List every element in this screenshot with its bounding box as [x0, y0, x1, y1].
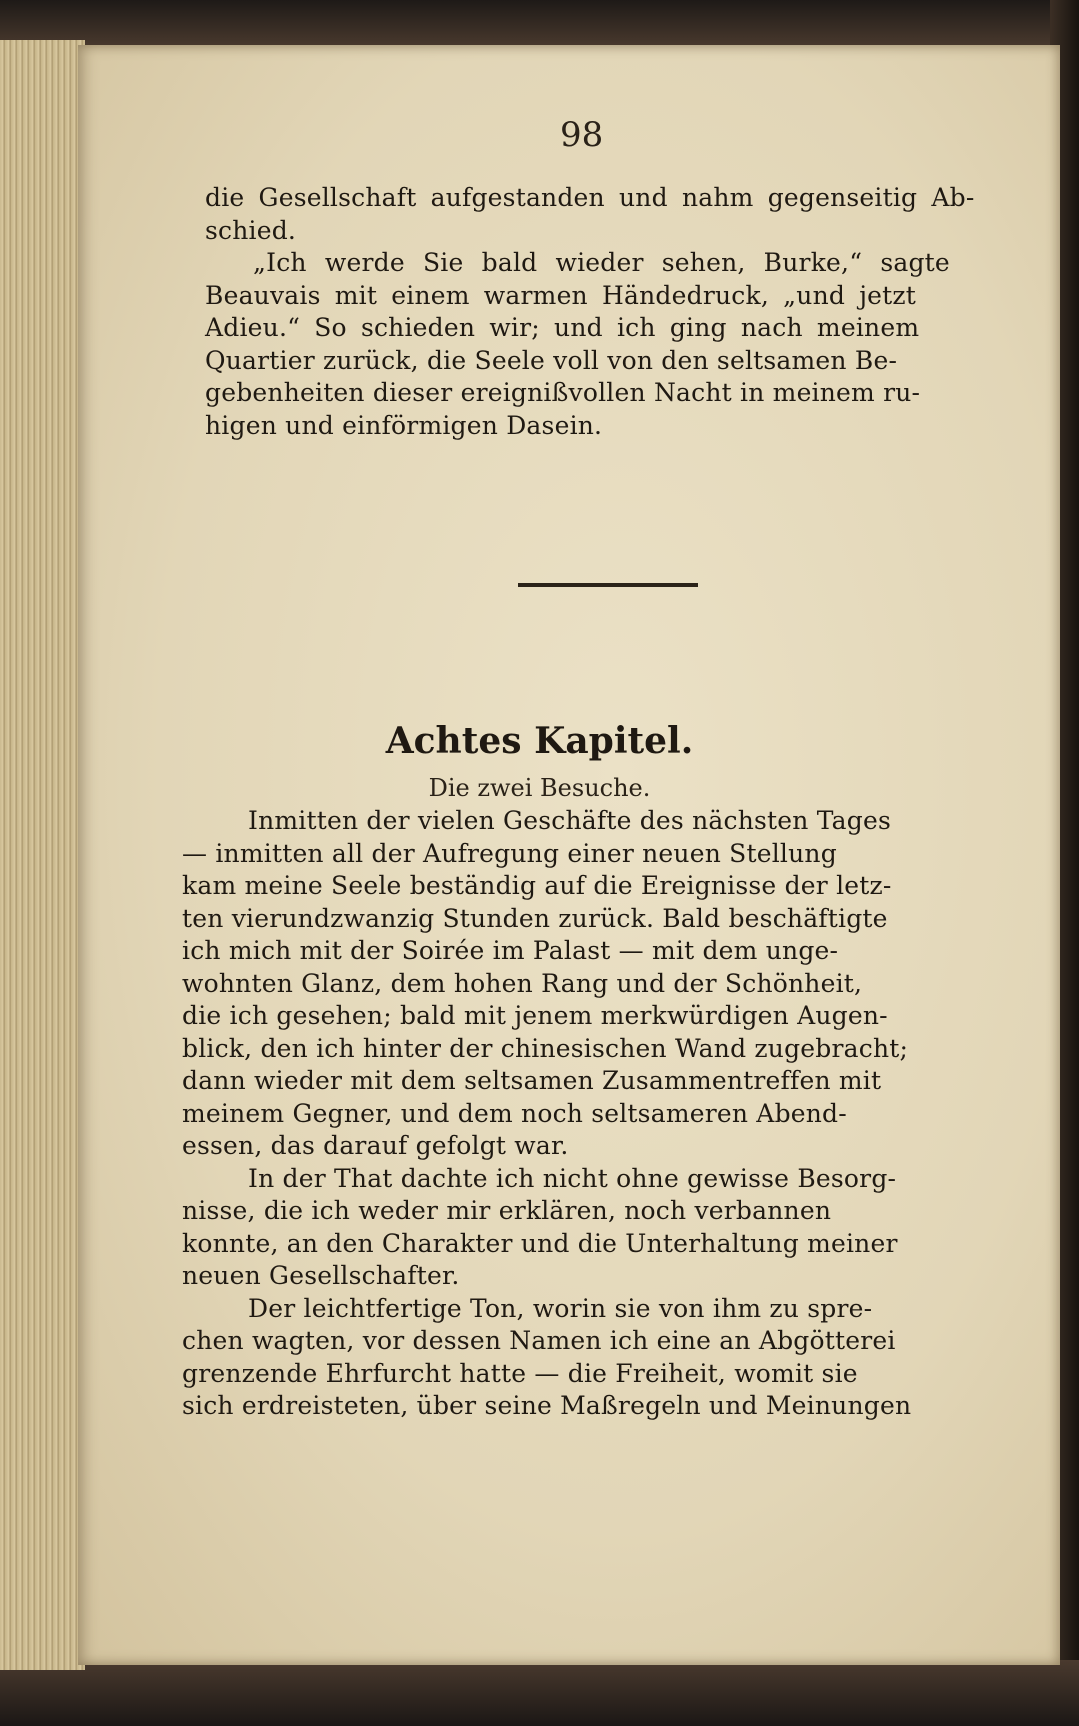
text-line: die ich gesehen; bald mit jenem merkwürdigen Augen-: [182, 1001, 888, 1030]
text-line: die Gesellschaft aufgestanden und nahm gegenseitig Ab-: [205, 183, 975, 212]
text-line: dann wieder mit dem seltsamen Zusammentreffen mit: [182, 1066, 882, 1095]
text-line: neuen Gesellschafter.: [182, 1261, 460, 1290]
page-edges: [0, 40, 85, 1670]
book-cover-top: [0, 0, 1079, 48]
chapter-body-text: [182, 805, 1000, 1423]
text-line: Inmitten der vielen Geschäfte des nächsten Tages: [248, 806, 891, 835]
book-cover-bottom: [0, 1660, 1079, 1726]
text-line: — inmitten all der Aufregung einer neuen Stellung: [182, 838, 837, 868]
text-line: konnte, an den Charakter und die Unterhaltung meiner: [182, 1228, 898, 1258]
text-line: Der leichtfertige Ton, worin sie von ihm zu spre-: [248, 1293, 873, 1323]
text-line: essen, das darauf gefolgt war.: [182, 1131, 569, 1160]
text-line: meinem Gegner, und dem noch seltsameren Abend-: [182, 1098, 847, 1128]
text-line: sich erdreisteten, über seine Maßregeln und Meinungen: [182, 1391, 912, 1420]
text-line: grenzende Ehrfurcht hatte — die Freiheit, womit sie: [182, 1358, 858, 1388]
text-line: In der That dachte ich nicht ohne gewisse Besorg-: [248, 1163, 897, 1193]
text-line: ich mich mit der Soirée im Palast — mit dem unge-: [182, 936, 839, 965]
text-line: ten vierundzwanzig Stunden zurück. Bald beschäftigte: [182, 903, 888, 933]
chapter-subtitle: Die zwei Besuche.: [428, 774, 651, 802]
text-line: „Ich werde Sie bald wieder sehen, Burke,“ sagte: [253, 248, 950, 277]
text-line: Beauvais mit einem warmen Händedruck, „und jetzt: [205, 280, 917, 310]
text-line: wohnten Glanz, dem hohen Rang und der Schönheit,: [182, 968, 863, 998]
text-line: blick, den ich hinter der chinesischen Wand zugebracht;: [182, 1033, 909, 1063]
text-line: gebenheiten dieser ereignißvollen Nacht in meinem ru-: [205, 378, 921, 407]
text-line: Quartier zurück, die Seele voll von den seltsamen Be-: [205, 345, 898, 375]
text-line: nisse, die ich weder mir erklären, noch verbannen: [182, 1196, 832, 1225]
text-line: chen wagten, vor dessen Namen ich eine an Abgötterei: [182, 1326, 896, 1355]
section-divider: [518, 583, 698, 587]
text-line: Adieu.“ So schieden wir; und ich ging nach meinem: [205, 313, 920, 342]
text-line: higen und einförmigen Dasein.: [205, 410, 603, 440]
text-line: kam meine Seele beständig auf die Ereignisse der letz-: [182, 871, 892, 900]
chapter-title: Achtes Kapitel.: [385, 720, 694, 762]
text-line: schied.: [205, 215, 297, 245]
previous-chapter-text: [205, 182, 1015, 442]
page-number: 98: [560, 115, 604, 155]
